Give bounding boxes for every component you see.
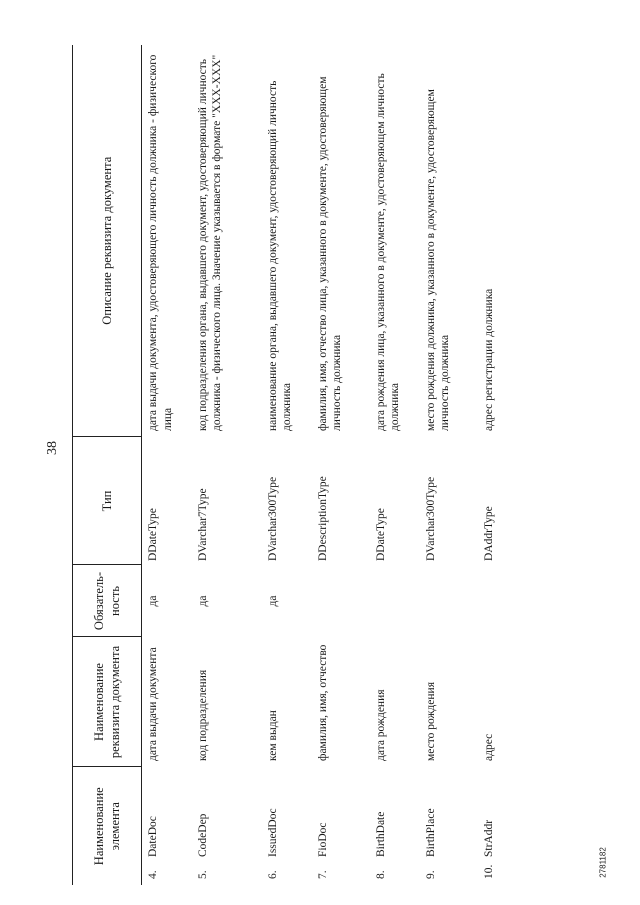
- element-name: IssuedDoc: [266, 808, 279, 857]
- description-cell: наименование органа, выдавшего документ, удостоверяющий личность должника: [266, 80, 294, 431]
- requisite-cell: фамилия, имя, отчество: [316, 644, 329, 761]
- element-name: DateDoc: [147, 816, 159, 857]
- row-number: 4.: [147, 870, 159, 879]
- element-name: BirthPlace: [424, 808, 437, 857]
- type-cell: DDateType: [147, 508, 159, 561]
- requisite-cell: кем выдан: [266, 710, 279, 761]
- type-cell: DAddrType: [482, 506, 495, 561]
- row-number: 7.: [316, 870, 329, 879]
- table-row: [312, 45, 370, 885]
- table-row: [142, 45, 192, 885]
- requisite-cell: место рождения: [424, 682, 437, 761]
- required-cell: да: [266, 595, 279, 607]
- description-cell: место рождения должника, указанного в документе, удостоверяющем личность должника: [424, 89, 452, 431]
- type-cell: DVarchar300Type: [424, 476, 437, 561]
- table-row: [370, 45, 420, 885]
- header-type: Тип: [73, 437, 142, 565]
- type-cell: DDateType: [374, 508, 387, 561]
- requisite-cell: дата рождения: [374, 689, 387, 761]
- requisites-table: [72, 45, 528, 885]
- header-requisite: Наименование реквизита документа: [73, 637, 142, 767]
- description-cell: адрес регистрации должника: [482, 288, 495, 431]
- required-cell: да: [196, 595, 209, 607]
- description-cell: дата рождения лица, указанного в документе, удостоверяющем личность должника: [374, 73, 402, 431]
- header-required: Обязатель-ность: [73, 565, 142, 637]
- required-cell: [420, 565, 478, 637]
- type-cell: DDescriptionType: [316, 476, 329, 561]
- requisite-cell: дата выдачи документа: [147, 647, 159, 761]
- element-cell: [142, 767, 192, 885]
- required-cell: [370, 565, 420, 637]
- element-cell: [262, 767, 312, 885]
- table-row: [478, 45, 528, 885]
- element-name: FioDoc: [316, 822, 329, 857]
- description-cell: дата выдачи документа, удостоверяющего личность должника - физического лица: [147, 54, 174, 431]
- header-description: Описание реквизита документа: [73, 45, 142, 437]
- footer-code: 2781182: [598, 847, 608, 878]
- required-cell: [478, 565, 528, 637]
- description-cell: код подразделения органа, выдавшего документ, удостоверяющий личность должника - физического лица. Значение указывается в формате "XXX-XXX": [196, 54, 224, 431]
- description-cell: фамилия, имя, отчество лица, указанного в документе, удостоверяющем личность должника: [316, 76, 344, 431]
- type-cell: DVarchar7Type: [196, 488, 209, 561]
- requisite-cell: адрес: [482, 733, 495, 761]
- element-name: BirthDate: [374, 811, 387, 857]
- element-cell: [420, 767, 478, 885]
- row-number: 5.: [196, 870, 209, 879]
- table-header-row: [73, 45, 142, 885]
- type-cell: DVarchar300Type: [266, 476, 279, 561]
- table-row: [420, 45, 478, 885]
- element-cell: [192, 767, 262, 885]
- row-number: 6.: [266, 870, 279, 879]
- rotated-page: [72, 15, 632, 885]
- element-name: StrAddr: [482, 819, 495, 857]
- table-row: [262, 45, 312, 885]
- required-cell: [312, 565, 370, 637]
- element-name: CodeDep: [196, 813, 209, 857]
- required-cell: да: [147, 595, 159, 607]
- row-number: 8.: [374, 870, 387, 879]
- row-number: 10.: [482, 864, 495, 879]
- element-cell: [312, 767, 370, 885]
- page-number: 38: [45, 441, 60, 455]
- element-cell: [370, 767, 420, 885]
- header-element: Наименование элемента: [73, 767, 142, 885]
- requisite-cell: код подразделения: [196, 669, 209, 761]
- table-row: [192, 45, 262, 885]
- element-cell: [478, 767, 528, 885]
- row-number: 9.: [424, 870, 437, 879]
